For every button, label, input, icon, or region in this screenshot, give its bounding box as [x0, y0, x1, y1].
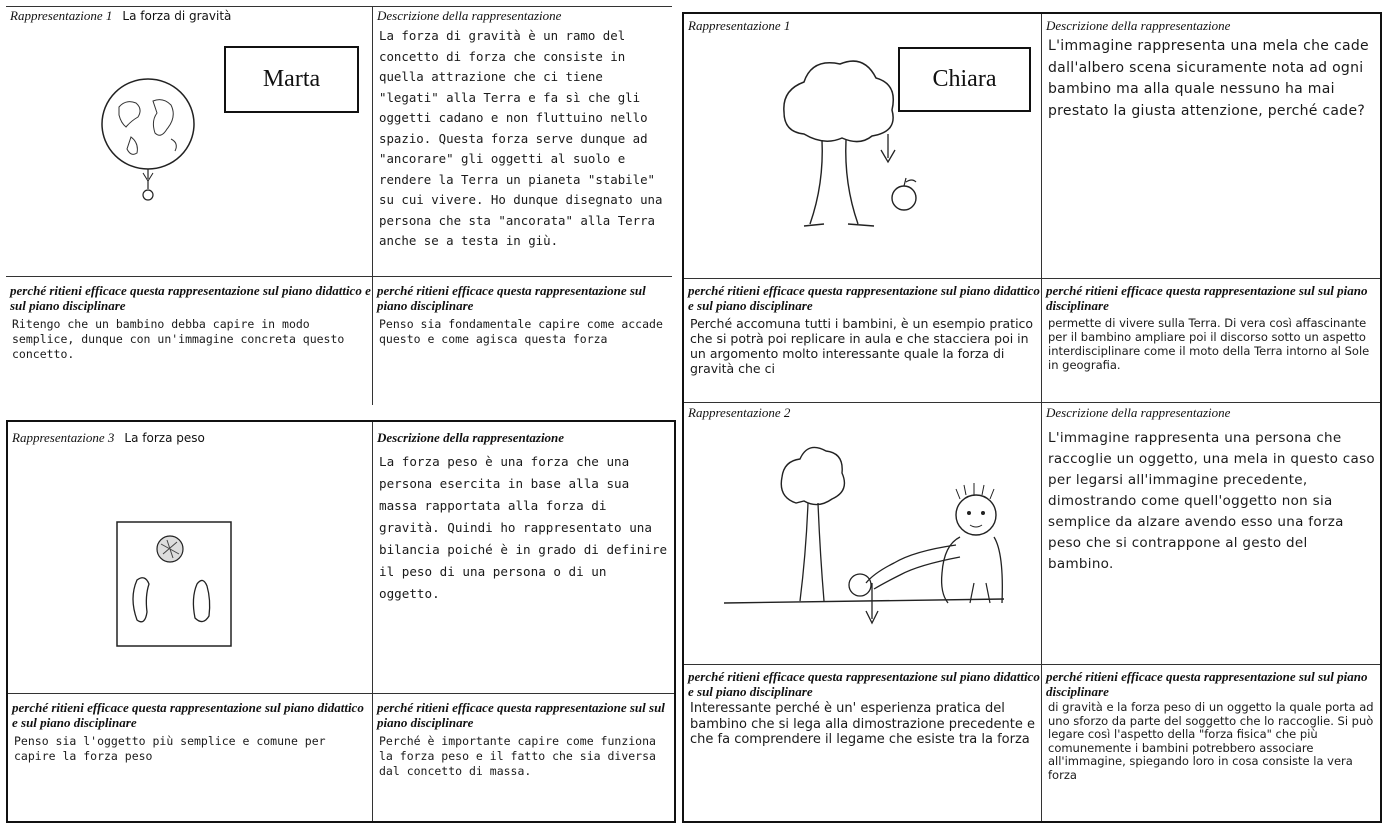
marta-rep3-disc-header: perché ritieni efficace questa rappresentazione sul sul piano disciplinare: [377, 700, 665, 730]
marta-rep1-eff-text: Ritengo che un bambino debba capire in modo semplice, dunque con un'immagine concreta questo concetto.: [12, 317, 345, 361]
marta-rep3-desc-text: La forza peso è una forza che una persona esercita in base alla sua massa rapportata alla forza di gravità. Quindi ho rappresentato una bilancia poiché è in grado di definire il peso di una persona o di un oggetto.: [379, 454, 668, 601]
marta-rep3-eff-header: perché ritieni efficace questa rappresentazione sul piano didattico e sul piano disciplinare: [12, 700, 364, 730]
marta-rep3-panel: [6, 420, 676, 823]
marta-rep1-disc-cell: [373, 277, 672, 405]
marta-rep3-disc-text: Perché è importante capire come funziona la forza peso e il fatto che sia diversa dal concetto di massa.: [379, 734, 656, 778]
chiara-rep1-eff-header: perché ritieni efficace questa rappresentazione sul piano didattico e sul piano disciplinare: [688, 283, 1040, 313]
chiara-rep1-disc-header: perché ritieni efficace questa rappresentazione sul sul piano disciplinare: [1046, 283, 1368, 313]
chiara-rep1-disc-cell: [1042, 279, 1380, 403]
marta-rep1-panel: [6, 6, 672, 404]
marta-rep3-desc-cell: [373, 422, 674, 694]
scale-drawing: [115, 520, 235, 650]
marta-rep3-eff-cell: [8, 694, 373, 821]
chiara-rep2-eff-text: Interessante perché è un' esperienza pratica del bambino che si lega alla dimostrazione precedente e che fa comprendere il legame che esiste tra la forza: [690, 701, 1035, 747]
marta-name-box: Marta: [224, 46, 359, 113]
marta-rep1-handwritten-title: La forza di gravità: [122, 9, 232, 23]
marta-rep3-title: Rappresentazione 3: [12, 430, 115, 445]
chiara-rep1-disc-text: permette di vivere sulla Terra. Di vera così affascinante per il bambino ampliare poi il discorso sotto un aspetto interdisciplinare come il moto della Terra intorno al Sole in geografia.: [1048, 316, 1370, 372]
chiara-rep2-eff-header: perché ritieni efficace questa rappresentazione sul piano didattico e sul piano disciplinare: [688, 669, 1040, 699]
marta-rep1-desc-text: La forza di gravità è un ramo del concetto di forza che consiste in quella attrazione che ci tiene "legati" alla Terra e fa sì che gli oggetti cadano e non fluttuino nello spazio. Questa forza serve dunque ad "ancorare" gli oggetti al suolo e rendere la Terra un pianeta "stabile" su cui vivere. Ho dunque disegnato una persona che sta "ancorata" alla Terra anche se a testa in giù.: [379, 28, 663, 248]
marta-rep3-handwritten-title: La forza peso: [124, 431, 205, 445]
chiara-rep2-desc-header: Descrizione della rappresentazione: [1046, 405, 1231, 420]
marta-rep3-desc-header: Descrizione della rappresentazione: [377, 430, 565, 445]
marta-rep3-drawing-cell: [8, 422, 373, 694]
marta-rep1-desc-cell: [373, 7, 672, 277]
chiara-rep2-desc-text: L'immagine rappresenta una persona che raccoglie un oggetto, una mela in questo caso per legarsi all'immagine precedente, dimostrando come quell'oggetto non sia semplice da alzare avendo esso una forza peso che si contrappone al gesto del bambino.: [1048, 430, 1375, 572]
child-apple-drawing: [704, 433, 1024, 653]
marta-rep1-eff-cell: [6, 277, 373, 405]
chiara-rep1-desc-header: Descrizione della rappresentazione: [1046, 18, 1231, 33]
marta-rep1-desc-header: Descrizione della rappresentazione: [377, 8, 562, 23]
chiara-rep2-disc-header: perché ritieni efficace questa rappresentazione sul sul piano disciplinare: [1046, 669, 1368, 699]
chiara-rep1-eff-text: Perché accomuna tutti i bambini, è un esempio pratico che si potrà poi replicare in aula e che stacciera poi in un argomento molto interessante quale la forza di gravità che ci: [690, 316, 1034, 376]
marta-rep1-drawing-cell: [6, 7, 373, 277]
chiara-name-box: Chiara: [898, 47, 1031, 112]
chiara-rep1-desc-cell: [1042, 14, 1380, 279]
chiara-rep1-title: Rappresentazione 1: [688, 18, 791, 33]
chiara-rep1-eff-cell: [684, 279, 1042, 403]
chiara-rep2-disc-text: di gravità e la forza peso di un oggetto la quale porta ad uno sforzo da parte del soggetto che lo raccoglie. Si può legare così l'aspetto della "forza fisica" che più comunemente i bambini potrebbero associare all'immagine, spiegando loro in cosa consiste la vera forza: [1048, 700, 1374, 782]
chiara-rep2-eff-cell: [684, 665, 1042, 821]
chiara-rep2-drawing-cell: [684, 403, 1042, 665]
marta-rep1-eff-header: perché ritieni efficace questa rappresentazione sul piano didattico e sul piano disciplinare: [10, 283, 371, 313]
marta-rep3-disc-cell: [373, 694, 674, 821]
chiara-rep1-drawing-cell: [684, 14, 1042, 279]
chiara-rep2-title: Rappresentazione 2: [688, 405, 791, 420]
chiara-panel: [682, 12, 1382, 823]
chiara-rep1-desc-text: L'immagine rappresenta una mela che cade dall'albero scena sicuramente nota ad ogni bambino ma alla quale nessuno ha mai prestato la giusta attenzione, perché cade?: [1048, 38, 1369, 119]
marta-rep3-eff-text: Penso sia l'oggetto più semplice e comune per capire la forza peso: [14, 734, 326, 763]
marta-rep1-disc-text: Penso sia fondamentale capire come accade questo e come agisca questa forza: [379, 317, 663, 346]
marta-rep1-disc-header: perché ritieni efficace questa rappresentazione sul piano disciplinare: [377, 283, 646, 313]
marta-rep1-title: Rappresentazione 1: [10, 8, 113, 23]
chiara-rep2-desc-cell: [1042, 403, 1380, 665]
chiara-rep2-disc-cell: [1042, 665, 1380, 821]
